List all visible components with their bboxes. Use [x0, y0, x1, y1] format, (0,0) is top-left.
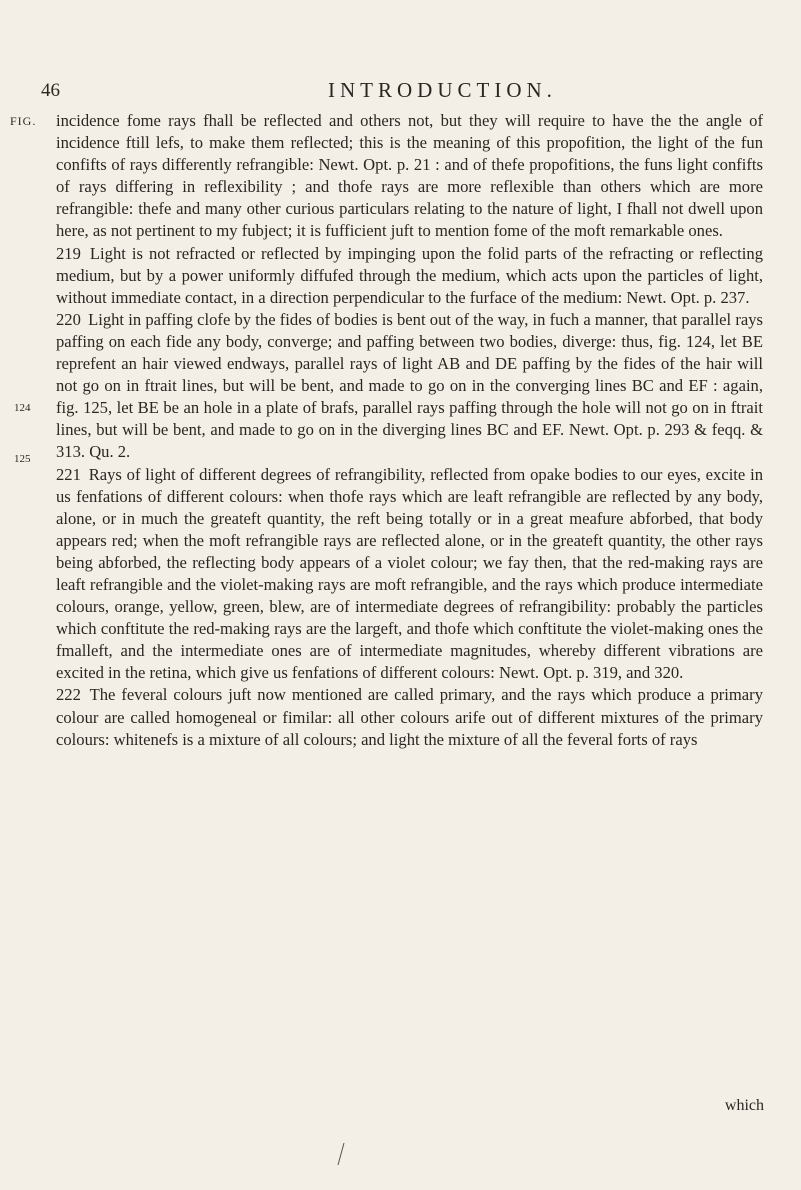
running-head: INTRODUCTION.	[328, 78, 557, 102]
paragraph-number: 221	[56, 464, 81, 484]
margin-fig-125: 125	[14, 453, 31, 465]
paragraph-number: 219	[56, 243, 81, 263]
margin-fig-label: FIG.	[10, 114, 37, 128]
paragraph-text: incidence fome rays fhall be reflected and others not, but they will require to have the the angle of incidence ftill lefs, to make them reflected; this is the meaning of this propofition, the light of the fun confifts of rays differently refrangible: Newt. Opt. p. 21 : and of thefe propofitions, the funs light confifts of rays differing in reflexibility ; and thofe rays are more reflexible than others which are more refrangible: thefe and many other curious particulars relating to the nature of light, I fhall not dwell upon here, as not pertinent to my fubject; it is fufficient juft to mention fome of the moft remarkable ones.	[56, 111, 763, 241]
paragraph-number: 220	[56, 309, 81, 329]
body-text	[56, 110, 763, 751]
paragraph-219	[56, 243, 763, 309]
paragraph-221	[56, 464, 763, 685]
paragraph-222	[56, 684, 763, 750]
paragraph-continuation	[56, 110, 763, 243]
margin-fig-124: 124	[14, 402, 31, 414]
pencil-mark-icon	[337, 1142, 345, 1166]
paragraph-220	[56, 309, 763, 464]
page-number: 46	[41, 80, 60, 101]
paragraph-text: Light in paffing clofe by the fides of bodies is bent out of the way, in fuch a manner, that parallel rays paffing on each fide any body, converge; and paffing between two bodies, diverge: thus, fig. 124, let BE reprefent an hair viewed endways, parallel rays of light AB and DE paffing by the fides of the hair will not go on in ftrait lines, but will be bent, and made to go on in the converging lines BC and EF : again, fig. 125, let BE be an hole in a plate of brafs, parallel rays paffing through the hole will not go on in ftrait lines, but will be bent, and made to go on in the diverging lines BC and EF. Newt. Opt. p. 293 & feqq. & 313. Qu. 2.	[56, 309, 763, 462]
catchword: which	[724, 1097, 764, 1114]
page-header	[0, 78, 801, 108]
paragraph-number: 222	[56, 685, 81, 705]
paragraph-text: The feveral colours juft now mentioned are called primary, and the rays which produce a primary colour are called homogeneal or fimilar: all other colours arife out of different mixtures of the primary colours: whitenefs is a mixture of all colours; and light the mixture of all the feveral forts of rays	[56, 685, 763, 749]
paragraph-text: Rays of light of different degrees of refrangibility, reflected from opake bodies to our eyes, excite in us fenfations of different colours: when thofe rays which are leaft refrangible are reflected by any body, alone, or in much the greateft quantity, the reft being totally or in a great meafure abforbed, that body appears red; when the moft refrangible rays are reflected alone, or in the greateft quantity, the other rays being abforbed, the reflecting body appears of a violet colour; we fay then, that the red-making rays are leaft refrangible and the violet-making rays are moft refrangible, and the rays which produce intermediate colours, orange, yellow, green, blew, are of intermediate degrees of refrangibility: probably the particles which conftitute the red-making rays are the largeft, and thofe which conftitute the violet-making ones the fmalleft, and the intermediate ones are of intermediate magnitudes, whereby different vibrations are excited in the retina, which give us fenfations of different colours: Newt. Opt. p. 319, and 320.	[56, 464, 763, 683]
paragraph-text: Light is not refracted or reflected by impinging upon the folid parts of the refracting or reflecting medium, but by a power uniformly diffufed through the medium, which acts upon the particles of light, without immediate contact, in a direction perpendicular to the furface of the medium: Newt. Opt. p. 237.	[56, 243, 763, 307]
